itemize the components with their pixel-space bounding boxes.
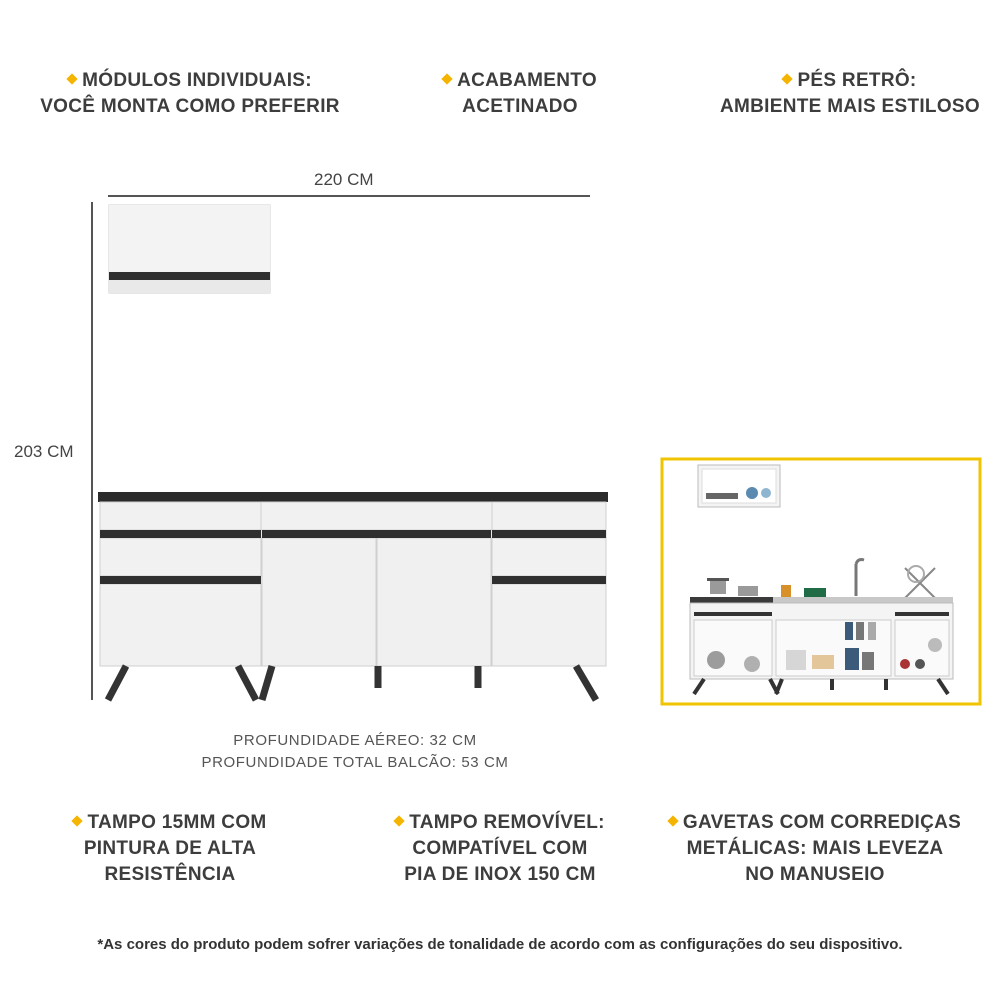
diamond-bullet-icon bbox=[394, 815, 405, 826]
diamond-bullet-icon bbox=[667, 815, 678, 826]
feature-line: NO MANUSEIO bbox=[745, 864, 885, 885]
depth-base-line: PROFUNDIDADE TOTAL BALCÃO: 53 CM bbox=[201, 754, 509, 771]
feature-line: TAMPO 15MM COM bbox=[60, 810, 280, 836]
feature-line: PÉS RETRÔ: bbox=[715, 68, 985, 94]
inset-upper-cabinet bbox=[698, 465, 780, 507]
height-dimension-label: 203 CM bbox=[14, 442, 74, 461]
feature-gavetas bbox=[665, 810, 965, 888]
center-top-panel bbox=[261, 502, 492, 530]
upper-cabinet bbox=[109, 205, 270, 293]
feature-line: GAVETAS COM CORREDIÇAS bbox=[665, 810, 965, 836]
feature-line: METÁLICAS: MAIS LEVEZA bbox=[686, 838, 944, 859]
depth-upper-line: PROFUNDIDADE AÉREO: 32 CM bbox=[233, 732, 477, 749]
right-middle-drawer bbox=[492, 538, 606, 576]
diamond-bullet-icon bbox=[72, 815, 83, 826]
feature-line: ACETINADO bbox=[462, 96, 578, 117]
left-middle-drawer bbox=[100, 538, 261, 576]
feature-tampo-removivel bbox=[385, 810, 615, 888]
feature-line: VOCÊ MONTA COMO PREFERIR bbox=[40, 96, 340, 117]
feature-line: TAMPO REMOVÍVEL: bbox=[385, 810, 615, 836]
center-right-door bbox=[377, 538, 491, 666]
countertop bbox=[98, 492, 608, 502]
feature-line: MÓDULOS INDIVIDUAIS: bbox=[40, 68, 340, 94]
feature-line: PIA DE INOX 150 CM bbox=[404, 864, 596, 885]
left-top-drawer bbox=[100, 502, 261, 530]
upper-cabinet-handle bbox=[109, 272, 270, 280]
feature-line: RESISTÊNCIA bbox=[104, 864, 236, 885]
feature-line: ACABAMENTO bbox=[420, 68, 620, 94]
right-bottom-drawer bbox=[492, 584, 606, 666]
center-left-door bbox=[262, 538, 376, 666]
left-bottom-drawer bbox=[100, 584, 261, 666]
depth-notes bbox=[0, 730, 710, 774]
inset-sink-top bbox=[773, 597, 953, 603]
color-disclaimer: *As cores do produto podem sofrer variações de tonalidade de acordo com as configurações do seu dispositivo. bbox=[97, 936, 903, 953]
feature-line: AMBIENTE MAIS ESTILOSO bbox=[720, 96, 980, 117]
retro-legs bbox=[108, 666, 596, 700]
inset-base-cabinet bbox=[690, 603, 953, 679]
inset-stove-top bbox=[690, 597, 773, 603]
feature-line: PINTURA DE ALTA bbox=[83, 838, 257, 859]
width-dimension-label: 220 CM bbox=[314, 170, 374, 189]
feature-line: COMPATÍVEL COM bbox=[412, 838, 588, 859]
feature-tampo-15mm bbox=[60, 810, 280, 888]
right-top-panel bbox=[492, 502, 606, 530]
